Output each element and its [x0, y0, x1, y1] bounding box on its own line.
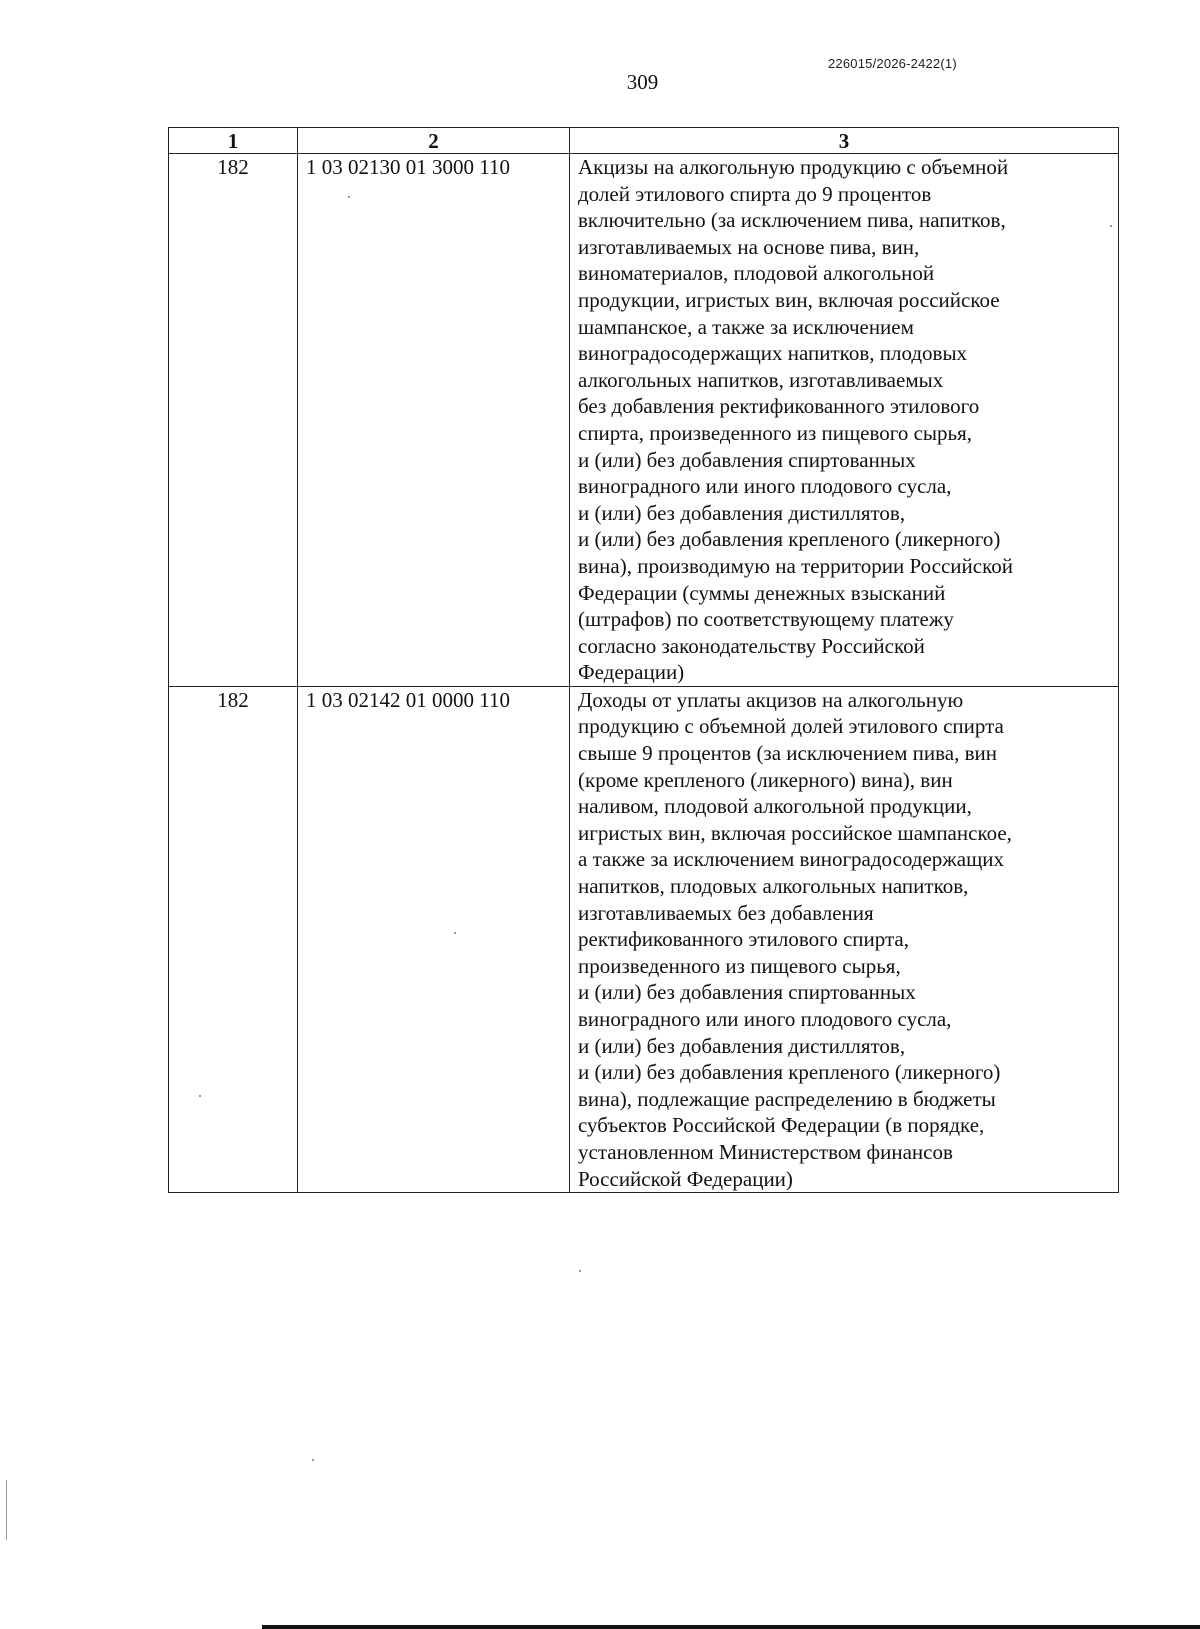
description-line: виноградосодержащих напитков, плодовых — [578, 341, 968, 366]
description-line: долей этилового спирта до 9 процентов — [578, 181, 932, 206]
description-line: без добавления ректификованного этилового — [578, 394, 980, 419]
scan-speck — [454, 932, 456, 934]
description-cell — [570, 154, 1119, 687]
description-line: и (или) без добавления дистиллятов, — [578, 1033, 906, 1058]
column-header-3: 3 — [570, 128, 1119, 154]
description-line: шампанское, а также за исключением — [578, 314, 914, 339]
description-line: включительно (за исключением пива, напитков, — [578, 208, 1006, 233]
budget-classification-code-cell: 1 03 02142 01 0000 110 — [298, 686, 570, 1192]
admin-code-cell: 182 — [169, 154, 298, 687]
description-line: спирта, произведенного из пищевого сырья, — [578, 420, 972, 445]
description-line: виноматериалов, плодовой алкогольной — [578, 261, 935, 286]
page-number: 309 — [626, 70, 659, 94]
description-line: (кроме крепленого (ликерного) вина), вин — [578, 767, 953, 792]
description-line: Доходы от уплаты акцизов на алкогольную — [578, 687, 964, 712]
description-line: ректификованного этилового спирта, — [578, 927, 909, 952]
description-line: субъектов Российской Федерации (в порядке, — [578, 1113, 985, 1138]
table-row — [169, 686, 1119, 1192]
document-code: 226015/2026-2422(1) — [828, 56, 957, 71]
scan-bottom-edge — [262, 1625, 1200, 1629]
column-header-2: 2 — [298, 128, 570, 154]
description-line: и (или) без добавления крепленого (ликерного) — [578, 1060, 1001, 1085]
description-line: игристых вин, включая российское шампанское, — [578, 820, 1012, 845]
description-line: изготавливаемых без добавления — [578, 900, 874, 925]
description-line: Федерации (суммы денежных взысканий — [578, 580, 946, 605]
description-line: (штрафов) по соответствующему платежу — [578, 607, 954, 632]
description-line: продукцию с объемной долей этилового спирта — [578, 714, 1004, 739]
scan-speck — [348, 196, 350, 198]
scan-speck — [199, 1095, 201, 1097]
admin-code-cell: 182 — [169, 686, 298, 1192]
budget-classification-code-cell: 1 03 02130 01 3000 110 — [298, 154, 570, 687]
description-line: и (или) без добавления спиртованных — [578, 980, 916, 1005]
description-line: а также за исключением виноградосодержащих — [578, 847, 1005, 872]
description-line: продукции, игристых вин, включая российское — [578, 287, 1000, 312]
description-line: согласно законодательству Российской — [578, 633, 925, 658]
table-body — [169, 154, 1119, 1193]
description-line: напитков, плодовых алкогольных напитков, — [578, 874, 969, 899]
description-line: и (или) без добавления крепленого (ликерного) — [578, 527, 1001, 552]
description-line: Акцизы на алкогольную продукцию с объемной — [578, 155, 1009, 179]
description-line: виноградного или иного плодового сусла, — [578, 1007, 952, 1031]
description-line: Российской Федерации) — [578, 1166, 793, 1191]
description-line: вина), подлежащие распределению в бюджеты — [578, 1086, 996, 1111]
description-line: произведенного из пищевого сырья, — [578, 953, 901, 978]
description-line: наливом, плодовой алкогольной продукции, — [578, 794, 972, 819]
scan-speck — [579, 1270, 581, 1272]
description-line: и (или) без добавления спиртованных — [578, 447, 916, 472]
scan-speck — [312, 1459, 314, 1461]
scan-edge-mark — [6, 1480, 7, 1540]
description-line: и (или) без добавления дистиллятов, — [578, 500, 906, 525]
description-line: свыше 9 процентов (за исключением пива, вин — [578, 741, 997, 766]
description-line: алкогольных напитков, изготавливаемых — [578, 367, 944, 392]
column-header-1: 1 — [169, 128, 298, 154]
description-line: виноградного или иного плодового сусла, — [578, 474, 952, 499]
description-line: установленном Министерством финансов — [578, 1139, 953, 1164]
table-header-row — [169, 128, 1119, 154]
revenue-codes-table — [168, 127, 1119, 1193]
description-line: Федерации) — [578, 660, 685, 685]
scan-speck — [1110, 225, 1112, 227]
table-row — [169, 154, 1119, 687]
description-line: вина), производимую на территории Российской — [578, 553, 1013, 578]
description-cell — [570, 686, 1119, 1192]
description-line: изготавливаемых на основе пива, вин, — [578, 234, 920, 259]
